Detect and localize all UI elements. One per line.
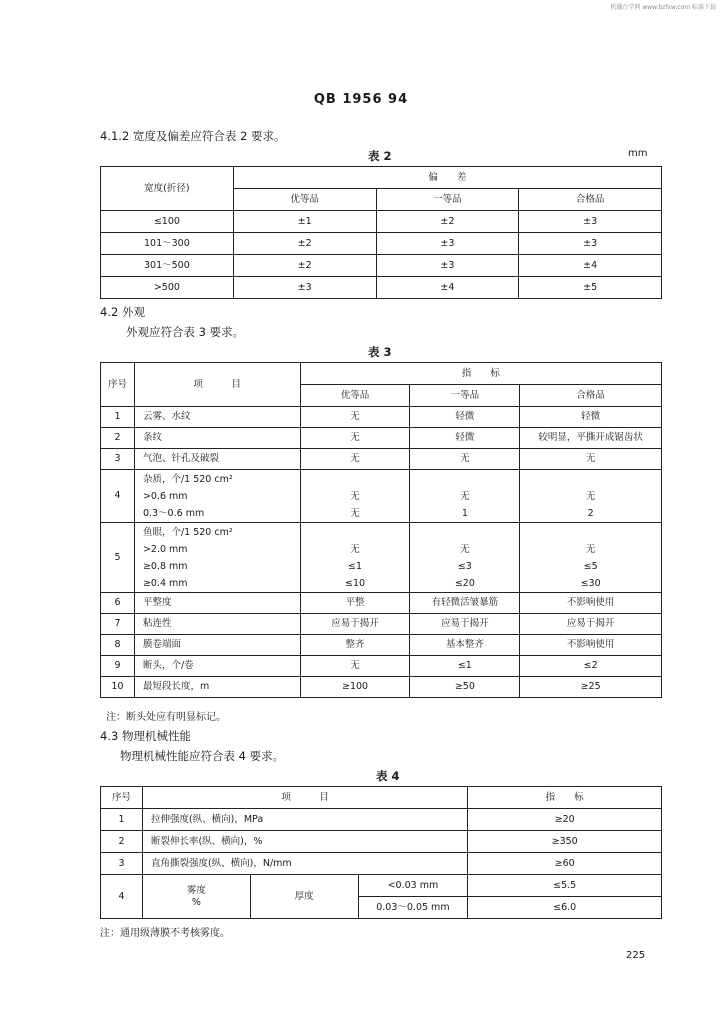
table3-value-line: 应易于揭开 [566,618,615,629]
table3-value-line: ≤3 [457,560,472,572]
table3-item-cell [134,449,300,470]
table3-value-cell [300,523,410,593]
table3-value-cell [410,449,520,470]
section-4-2-text: 外观应符合表 3 要求。 [126,325,245,339]
table3-value-line: 无 [460,543,470,555]
table3-value-line [303,471,408,488]
table3-value-cell [410,635,520,656]
table3-no-cell: 4 [101,470,135,523]
table2-deviation-cell: ±2 [233,233,376,255]
table3-value-line: 无 [350,432,360,443]
table3-item-cell [134,614,300,635]
table4-item-cell: 直角撕裂强度(纵、横向)，N/mm [142,853,467,875]
table-2 [100,166,662,299]
watermark: 机播台学网 www.bzfxw.com 标准下载 [610,4,716,11]
table2-deviation-cell: ±3 [376,255,519,277]
table2-deviation-cell: ±3 [519,233,662,255]
table4-row [101,809,662,831]
table3-value-line: ≤30 [580,577,601,589]
table3-value-line: ≤5 [583,560,598,572]
table3-row [101,614,662,635]
table2-width-cell: 101～300 [101,233,234,255]
table3-item-line: 膜卷端面 [142,639,181,650]
table3-value-cell [410,428,520,449]
table3-value-line: 无 [460,490,470,502]
table4-item-cell: 断裂伸长率(纵、横向)，% [142,831,467,853]
table3-row [101,428,662,449]
table3-value-cell [410,470,520,523]
table3-item-line: >0.6 mm [142,490,188,502]
table3-head-no: 序号 [101,363,135,407]
table3-value-line: ≤20 [454,577,475,589]
table3-caption: 表 3 [368,345,392,359]
table3-value-cell [410,677,520,698]
table3-value-line: 不影响使用 [566,597,615,608]
table3-value-line: ≥50 [454,681,475,692]
table2-deviation-cell: ±2 [376,211,519,233]
table2-unit: mm [628,148,648,159]
table4-no-cell: 3 [101,853,143,875]
table4-no-cell: 1 [101,809,143,831]
table3-item-line: ≥0.4 mm [142,577,188,589]
table3-value-cell [520,407,662,428]
table3-item-line: 粘连性 [142,618,172,629]
table4-row4-haze [142,875,250,919]
table3-item-line: 平整度 [142,597,172,608]
table4-value-cell: ≥350 [468,831,662,853]
table2-row [101,233,662,255]
table4-head-no: 序号 [101,787,143,809]
table3-item-line: 气泡、针孔及破裂 [142,453,219,464]
table3-head-item: 项 目 [134,363,300,407]
table2-deviation-cell: ±5 [519,277,662,299]
table3-value-line: 无 [350,507,360,519]
table3-row [101,407,662,428]
table3-item-cell [134,407,300,428]
table3-value-line [522,471,659,488]
table3-value-line: 无 [585,453,596,464]
table3-value-cell [520,677,662,698]
table3-item-cell [134,428,300,449]
table3-value-cell [300,677,410,698]
table2-deviation-cell: ±2 [233,255,376,277]
table3-value-line: ≤10 [345,577,366,589]
table3-value-cell [520,656,662,677]
page-number: 225 [626,950,646,961]
table3-value-line: 无 [585,490,596,502]
table3-item-cell [134,470,300,523]
table4-no-cell: 2 [101,831,143,853]
table2-grade: 一等品 [376,189,519,211]
table3-value-cell [300,449,410,470]
table3-value-line: 基本整齐 [445,639,484,650]
table3-item-cell [134,635,300,656]
table3-no-cell: 3 [101,449,135,470]
table3-value-cell [520,428,662,449]
table2-caption: 表 2 [368,149,392,163]
table3-no-cell: 2 [101,428,135,449]
table3-grade: 合格品 [520,385,662,407]
table3-value-line [412,524,517,541]
table3-head-index: 指 标 [300,363,661,385]
table4-thick-value: ≤5.5 [468,875,662,897]
table4-haze-label: 雾度 [186,884,206,896]
table3-value-cell [410,523,520,593]
table3-value-line: 平整 [345,597,365,608]
table3-grade: 一等品 [410,385,520,407]
table3-value-line: 无 [350,543,360,555]
table3-value-line [522,524,659,541]
table4-value-cell: ≥20 [468,809,662,831]
table3-value-cell [300,407,410,428]
table2-head-width: 宽度(折径) [101,167,234,211]
table3-value-line: 不影响使用 [566,639,615,650]
table3-no-cell: 9 [101,656,135,677]
table3-item-line: >2.0 mm [142,543,188,555]
table2-deviation-cell: ±3 [376,233,519,255]
table3-item-line: 云雾、水纹 [142,411,191,422]
table2-deviation-cell: ±1 [233,211,376,233]
table3-item-line: 断头，个/卷 [142,660,194,671]
table3-item-line: 最短段长度，m [142,681,210,692]
table3-value-line: 较明显，平撕开成锯齿状 [538,432,643,443]
table3-no-cell: 6 [101,593,135,614]
table3-value-cell [300,656,410,677]
table2-width-cell: >500 [101,277,234,299]
table3-value-line: ≥100 [342,681,369,692]
table4-value-cell: ≥60 [468,853,662,875]
table2-deviation-cell: ±4 [519,255,662,277]
section-4-3-text: 物理机械性能应符合表 4 要求。 [120,749,285,763]
table3-row [101,656,662,677]
table3-item-line: 杂质，个/1 520 cm² [142,473,233,485]
table3-value-cell [300,470,410,523]
table4-row [101,831,662,853]
table3-value-line: 无 [350,660,360,671]
table3-value-line: 无 [350,490,360,502]
table3-no-cell: 5 [101,523,135,593]
table3-no-cell: 1 [101,407,135,428]
table3-item-cell [134,523,300,593]
table2-grade: 合格品 [519,189,662,211]
table3-row [101,523,662,593]
table3-row [101,470,662,523]
table3-value-cell [410,593,520,614]
standard-header: QB 1956 94 [313,92,409,107]
table2-head-deviation: 偏 差 [233,167,661,189]
table3-value-cell [410,407,520,428]
table3-value-cell [300,593,410,614]
table3-value-line: 2 [587,507,594,519]
table2-deviation-cell: ±3 [519,211,662,233]
table-3 [100,362,662,698]
table3-value-line: 轻微 [581,411,601,422]
table4-thick-range: 0.03～0.05 mm [358,897,468,919]
table3-grade: 优等品 [300,385,410,407]
table3-value-line: 无 [350,411,360,422]
table3-value-line: 无 [460,453,470,464]
section-4-2-title: 4.2 外观 [100,305,145,319]
table3-value-line: 整齐 [345,639,365,650]
table3-value-cell [520,523,662,593]
table3-value-line [303,524,408,541]
table4-thick-value: ≤6.0 [468,897,662,919]
table3-item-line: 0.3～0.6 mm [142,507,205,519]
table3-value-cell [520,614,662,635]
table4-head-item: 项 目 [142,787,467,809]
table3-value-line: 轻微 [455,432,475,443]
table3-value-line: 应易于揭开 [331,618,379,629]
table4-head-index: 指 标 [468,787,662,809]
table3-value-line: 有轻微活皱暴筋 [431,597,499,608]
table3-value-line: 应易于揭开 [441,618,489,629]
table3-value-cell [410,656,520,677]
table3-value-cell [300,428,410,449]
table3-value-line: ≤1 [348,560,363,572]
table2-row [101,211,662,233]
table2-width-cell: ≤100 [101,211,234,233]
table3-value-line: 1 [461,507,468,519]
table3-item-line: ≥0.8 mm [142,560,188,572]
table3-row [101,449,662,470]
table4-row4-thickness: 厚度 [250,875,358,919]
table3-value-cell [300,614,410,635]
table2-grade: 优等品 [233,189,376,211]
table3-row [101,593,662,614]
table3-no-cell: 10 [101,677,135,698]
table3-note: 注：断头处应有明显标记。 [106,712,226,723]
table2-row [101,255,662,277]
table3-no-cell: 8 [101,635,135,656]
table3-value-cell [410,614,520,635]
table4-note: 注：通用级薄膜不考核雾度。 [100,928,230,939]
table3-value-cell [520,635,662,656]
table3-no-cell: 7 [101,614,135,635]
section-4-1-2-text: 4.1.2 宽度及偏差应符合表 2 要求。 [100,129,286,143]
table3-value-cell [520,470,662,523]
table3-value-cell [520,593,662,614]
table4-item-cell: 拉伸强度(纵、横向)，MPa [142,809,467,831]
table2-deviation-cell: ±4 [376,277,519,299]
table4-row4-no: 4 [101,875,143,919]
table3-value-line [412,471,517,488]
table4-thick-range: <0.03 mm [358,875,468,897]
table3-value-cell [520,449,662,470]
table3-item-cell [134,656,300,677]
table4-haze-unit: % [191,896,201,908]
table3-value-cell [300,635,410,656]
table3-item-line: 鱼眼，个/1 520 cm² [142,526,233,538]
table3-value-line: ≤1 [457,660,472,671]
table4-caption: 表 4 [376,769,400,783]
table3-item-line: 条纹 [142,432,162,443]
table3-value-line: 轻微 [455,411,475,422]
table3-value-line: ≤2 [583,660,598,671]
table4-row [101,853,662,875]
table3-row [101,677,662,698]
table3-value-line: ≥25 [580,681,601,692]
table3-value-line: 无 [350,453,360,464]
table2-deviation-cell: ±3 [233,277,376,299]
table3-row [101,635,662,656]
section-4-3-title: 4.3 物理机械性能 [100,729,191,743]
table2-width-cell: 301～500 [101,255,234,277]
table2-row [101,277,662,299]
table3-item-cell [134,593,300,614]
table-4 [100,786,662,919]
table3-item-cell [134,677,300,698]
table3-value-line: 无 [585,543,596,555]
